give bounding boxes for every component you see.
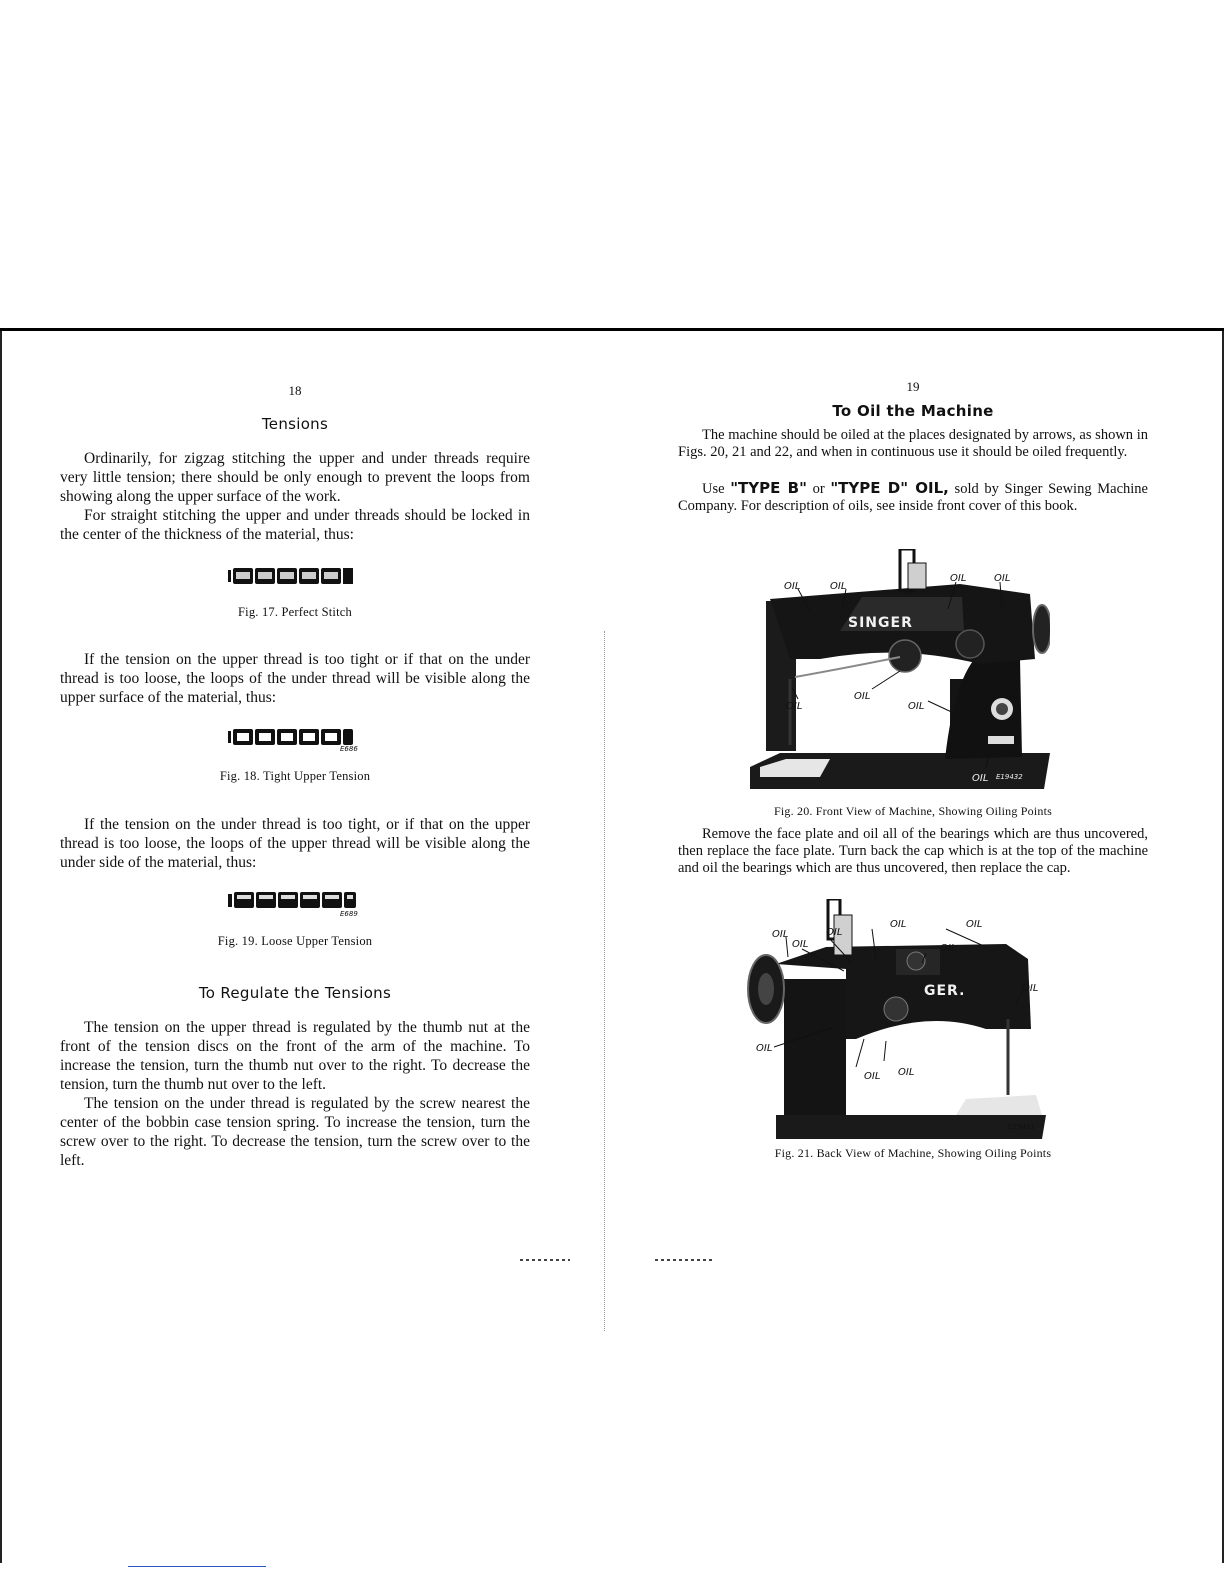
fig21-brand-fragment: GER.: [924, 983, 966, 999]
gutter-fold: [604, 631, 606, 1331]
fig20-front-view-machine: [750, 549, 1050, 796]
paragraph: The tension on the under thread is regulated by the screw nearest the center of the bobbin case tension spring. To increase the tension, turn the screw over to the right. To decrease the tension, turn the screw over to the left.: [60, 1095, 530, 1169]
svg-text:OIL: OIL: [854, 691, 871, 702]
svg-text:OIL: OIL: [784, 581, 801, 592]
book-spread: [0, 328, 1224, 1576]
scan-smudge: [655, 1259, 715, 1261]
scan-smudge: [520, 1259, 570, 1261]
fig18-tight-upper-tension-illustration: [228, 731, 368, 752]
svg-text:OIL: OIL: [890, 919, 907, 930]
section-title-tensions: Tensions: [261, 415, 329, 433]
page-number: 18: [288, 383, 302, 398]
svg-text:OIL: OIL: [792, 939, 809, 950]
svg-text:OIL: OIL: [772, 929, 789, 940]
paragraph: The tension on the upper thread is regulated by the thumb nut at the front of the tension discs on the front of the arm of the machine. To increase the tension, turn the thumb nut over to the right. To decrease the tension, turn the thumb nut over to the left.: [60, 1019, 530, 1093]
fig20-brand: SINGER: [848, 615, 913, 631]
section-title-oil-machine: To Oil the Machine: [832, 402, 994, 420]
paragraph: The machine should be oiled at the places designated by arrows, as shown in Figs. 20, 21 and 22, and when in continuous use it should be oiled frequently.: [678, 427, 1148, 460]
svg-text:OIL: OIL: [950, 573, 967, 584]
figure-caption: Fig. 18. Tight Upper Tension: [219, 769, 371, 783]
fig21-code: E19431: [1008, 1123, 1035, 1131]
fig19-loose-upper-tension-illustration: [228, 895, 368, 917]
svg-text:OIL: OIL: [830, 581, 847, 592]
svg-text:OIL: OIL: [1022, 983, 1039, 994]
fig18-code: E686: [340, 745, 358, 752]
svg-text:OIL: OIL: [908, 701, 925, 712]
fig19-code: E689: [340, 910, 358, 917]
spread-left-edge: [0, 331, 2, 1563]
svg-text:OIL: OIL: [966, 919, 983, 930]
subsection-title-regulate-tensions: To Regulate the Tensions: [198, 984, 392, 1002]
figure-caption: Fig. 20. Front View of Machine, Showing Oiling Points: [774, 804, 1052, 818]
fig17-perfect-stitch-illustration: [228, 567, 364, 585]
figure-caption: Fig. 19. Loose Upper Tension: [217, 934, 373, 948]
figure-caption: Fig. 17. Perfect Stitch: [238, 605, 352, 619]
figure-caption: Fig. 21. Back View of Machine, Showing Oiling Points: [774, 1146, 1052, 1160]
svg-text:OIL: OIL: [826, 927, 843, 938]
paragraph-oil-types: Use "TYPE B" or "TYPE D" OIL, sold by Singer Sewing Machine Company. For description of oils, see inside front cover of this book.: [678, 479, 1148, 514]
paragraph: If the tension on the under thread is too tight, or if that on the upper thread is too loose, the loops of the upper thread will be visible along the under side of the material, thus:: [60, 816, 530, 871]
paragraph: If the tension on the upper thread is too tight or if that on the under thread is too loose, the loops of the under thread will be visible along the upper surface of the material, thus:: [60, 651, 530, 706]
bottom-link-underline: [128, 1566, 266, 1567]
oil-type-d: "TYPE D" OIL,: [830, 479, 949, 497]
svg-text:OIL: OIL: [756, 1043, 773, 1054]
page-number: 19: [906, 379, 920, 394]
svg-text:OIL: OIL: [864, 1071, 881, 1082]
svg-text:OIL: OIL: [994, 573, 1011, 584]
paragraph: Remove the face plate and oil all of the bearings which are thus uncovered, then replace the face plate. Turn back the cap which is at the top of the machine and oil the bearings which are thus uncovered, then replace the cap.: [678, 826, 1148, 876]
paragraph: Ordinarily, for zigzag stitching the upper and under threads require very little tension; there should be only enough to prevent the loops from showing along the upper surface of the work.: [60, 450, 530, 505]
paragraph: For straight stitching the upper and under threads should be locked in the center of the thickness of the material, thus:: [60, 507, 530, 543]
fig20-code: E19432: [996, 773, 1023, 781]
svg-text:OIL: OIL: [940, 943, 957, 954]
fig21-back-view-machine: [746, 899, 1046, 1144]
svg-text:OIL: OIL: [972, 773, 989, 784]
svg-text:OIL: OIL: [898, 1067, 915, 1078]
svg-text:OIL: OIL: [786, 701, 803, 712]
oil-type-b: "TYPE B": [730, 479, 807, 497]
